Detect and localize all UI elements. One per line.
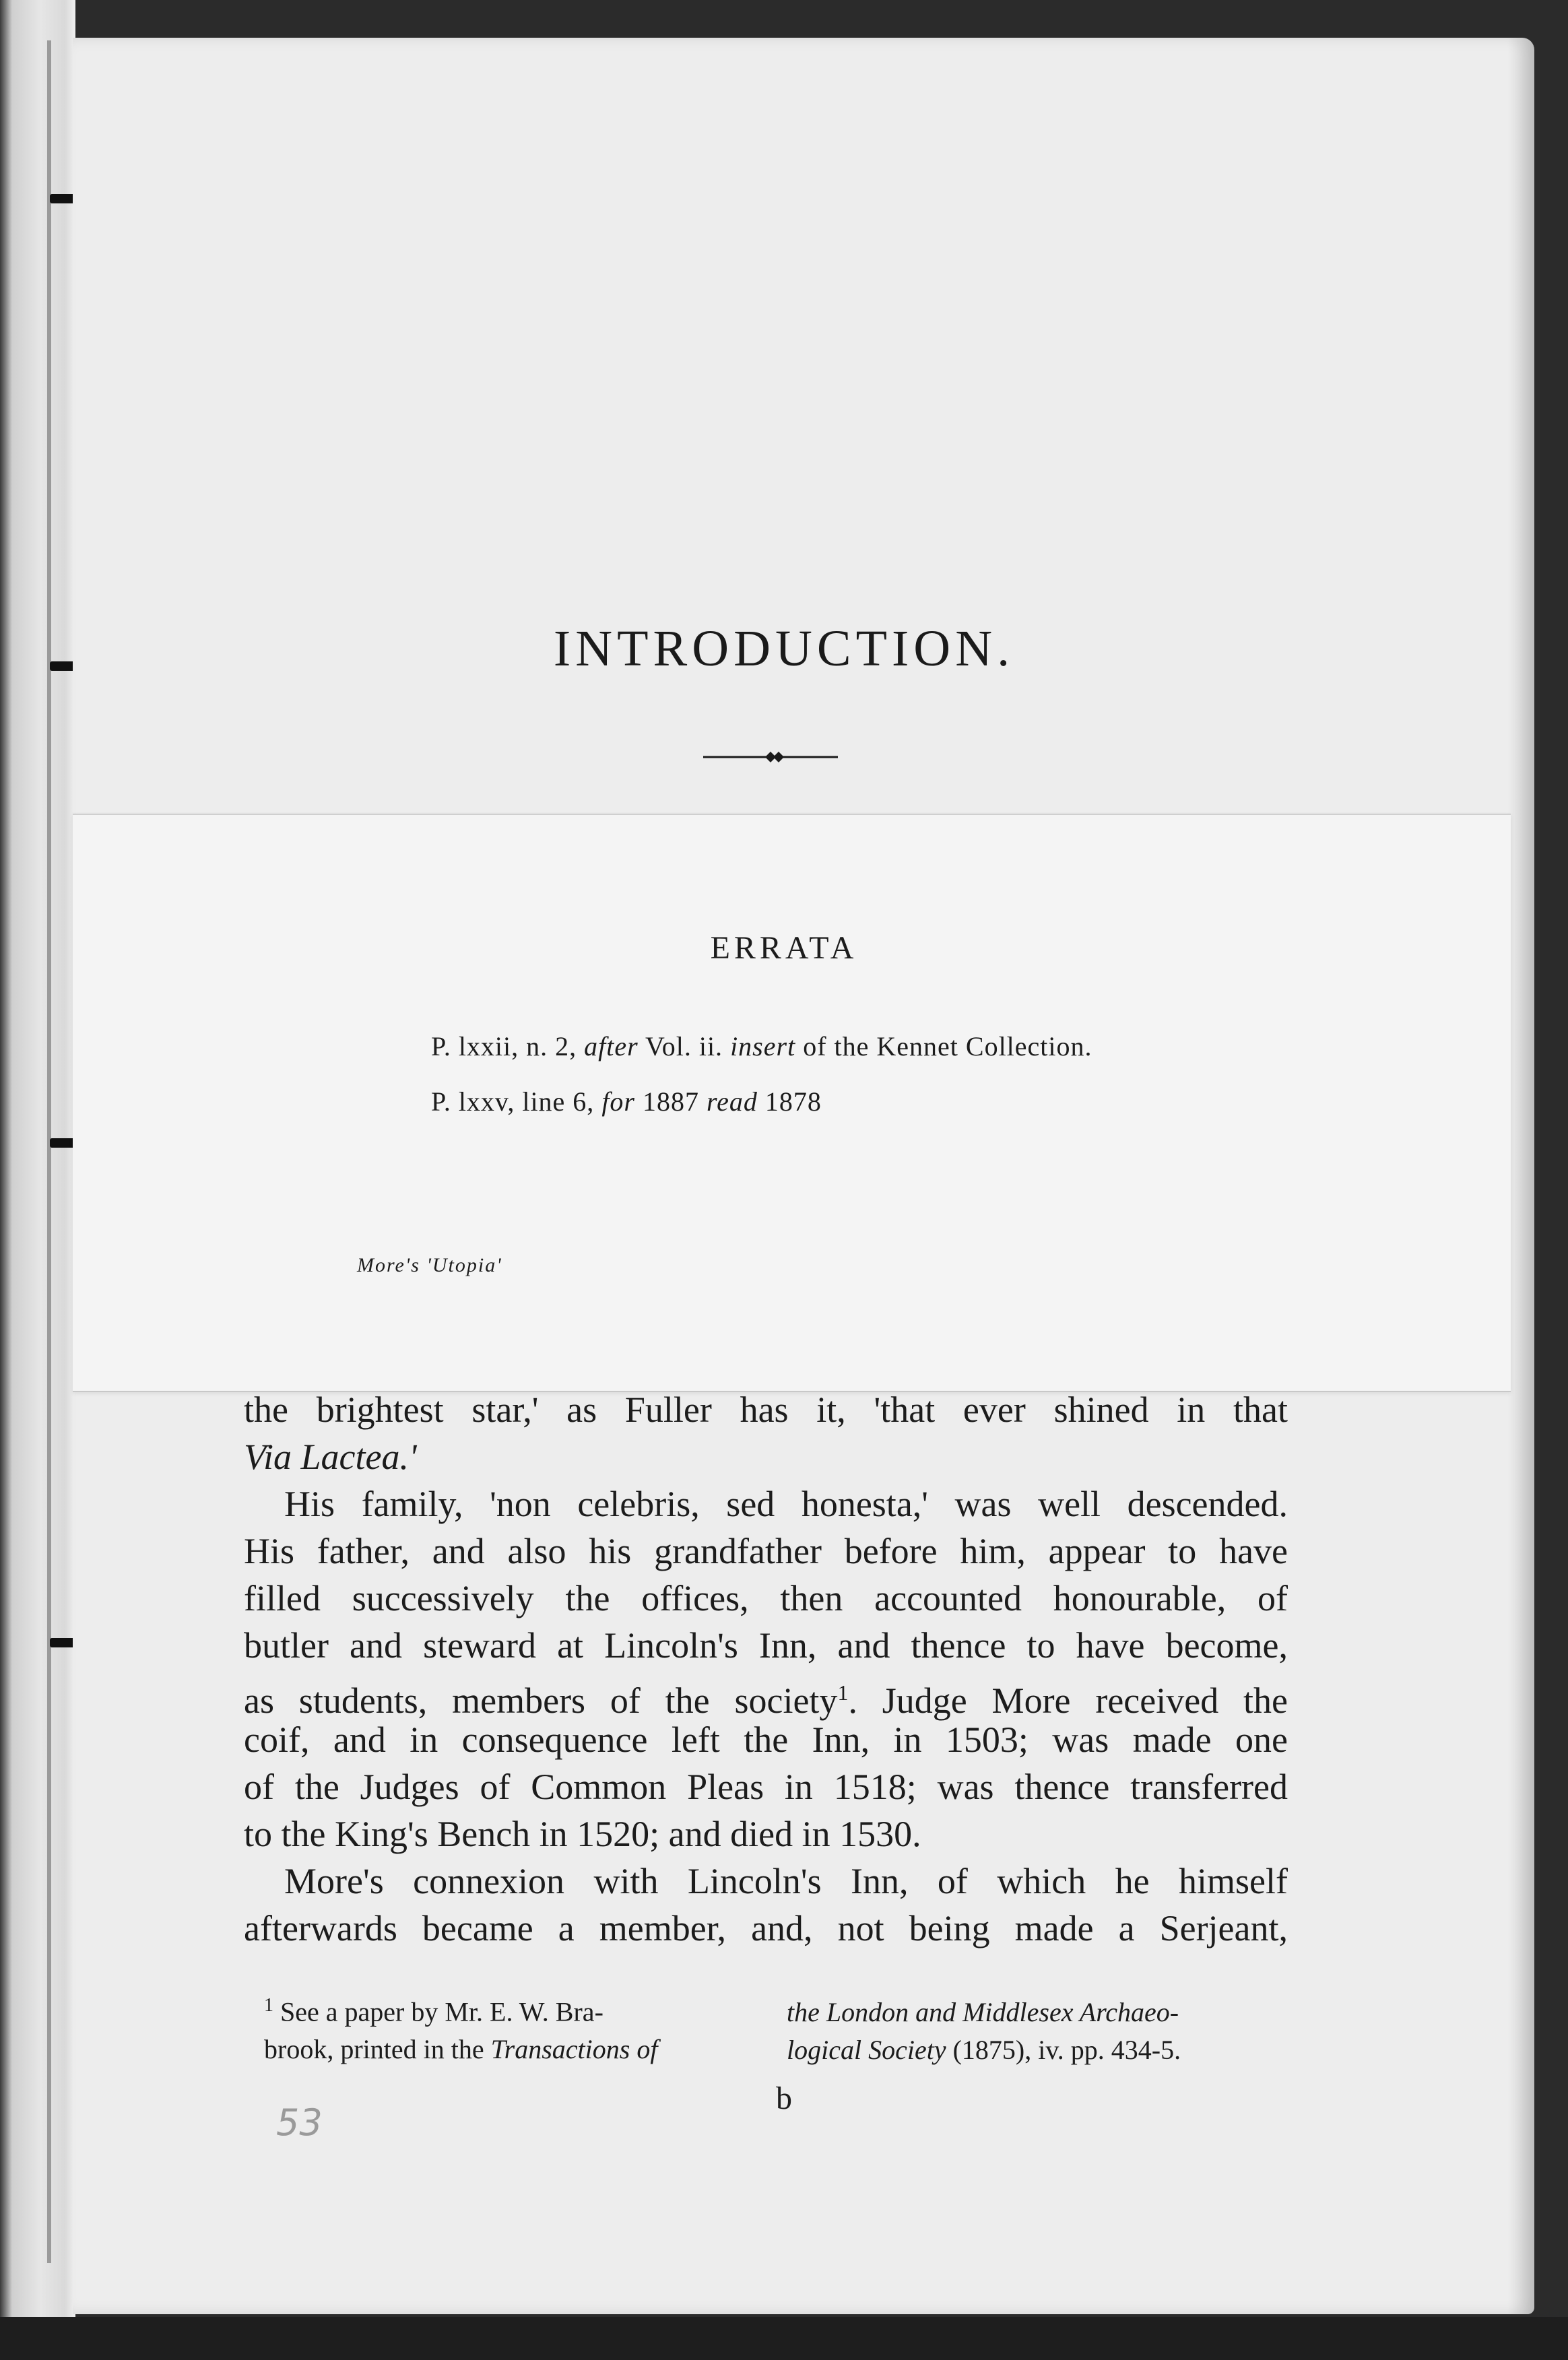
- body-line: His father, and also his grandfather before him, appear to have: [244, 1531, 1288, 1571]
- body-line: filled successively the offices, then accounted honourable, of: [244, 1578, 1288, 1618]
- footnote-text: Transactions of: [490, 2034, 658, 2065]
- body-line: to the King's Bench in 1520; and died in 1530.: [244, 1814, 921, 1854]
- footnote-text: See a paper by Mr. E. W. Bra-: [273, 1996, 603, 2027]
- body-line: of the Judges of Common Pleas in 1518; was thence transferred: [244, 1767, 1288, 1807]
- footnote-marker: 1: [264, 1995, 273, 2016]
- body-line: coif, and in consequence left the Inn, in 1503; was made one: [244, 1719, 1288, 1760]
- body-line: His family, 'non celebris, sed honesta,' was well descended.: [284, 1484, 1288, 1524]
- footnote-text: (1875), iv. pp. 434-5.: [946, 2035, 1181, 2065]
- body-italic-text: Via Lactea.': [244, 1437, 417, 1477]
- errata-text: read: [707, 1086, 758, 1117]
- errata-entry: [431, 1086, 822, 1117]
- spine-edge: [47, 40, 51, 2263]
- page-title: INTRODUCTION.: [553, 620, 1015, 677]
- footnote-text: brook, printed in the: [264, 2034, 491, 2065]
- pencil-annotation: 53: [276, 2101, 323, 2144]
- errata-text: for: [601, 1086, 635, 1117]
- footnote-text: the London and Middlesex Archaeo-: [787, 1997, 1179, 2027]
- body-line: afterwards became a member, and, not being made a Serjeant,: [244, 1908, 1288, 1948]
- body-line: [244, 1433, 1288, 1480]
- errata-entry: [431, 1030, 1092, 1062]
- footnote-text: logical Society: [787, 2035, 946, 2065]
- body-text: . Judge More received the: [848, 1680, 1288, 1721]
- scan-background: [0, 2317, 1568, 2360]
- errata-text: Vol. ii.: [638, 1031, 731, 1061]
- errata-text: of the Kennet Collection.: [795, 1031, 1092, 1061]
- body-line: More's connexion with Lincoln's Inn, of which he himself: [284, 1861, 1288, 1901]
- book-binding: [0, 0, 75, 2360]
- errata-text: after: [584, 1031, 639, 1061]
- body-text: as students, members of the society: [244, 1680, 838, 1721]
- footnote-right-column: [787, 1994, 1181, 2069]
- footnote-left-column: [264, 1987, 657, 2068]
- title-ornament: [703, 748, 838, 766]
- footnote-reference: 1: [837, 1680, 849, 1705]
- signature-mark: b: [776, 2080, 792, 2116]
- page-edge-shadow: [1507, 38, 1534, 2314]
- errata-text: insert: [730, 1031, 796, 1061]
- errata-heading: ERRATA: [710, 930, 858, 966]
- errata-text: 1878: [757, 1086, 822, 1117]
- errata-text: P. lxxv, line 6,: [431, 1086, 602, 1117]
- body-line: the brightest star,' as Fuller has it, 'that ever shined in that: [244, 1389, 1288, 1430]
- errata-text: 1887: [635, 1086, 707, 1117]
- body-line: butler and steward at Lincoln's Inn, and thence to have become,: [244, 1625, 1288, 1666]
- errata-text: P. lxxii, n. 2,: [431, 1031, 585, 1061]
- slip-caption: More's 'Utopia': [357, 1254, 502, 1276]
